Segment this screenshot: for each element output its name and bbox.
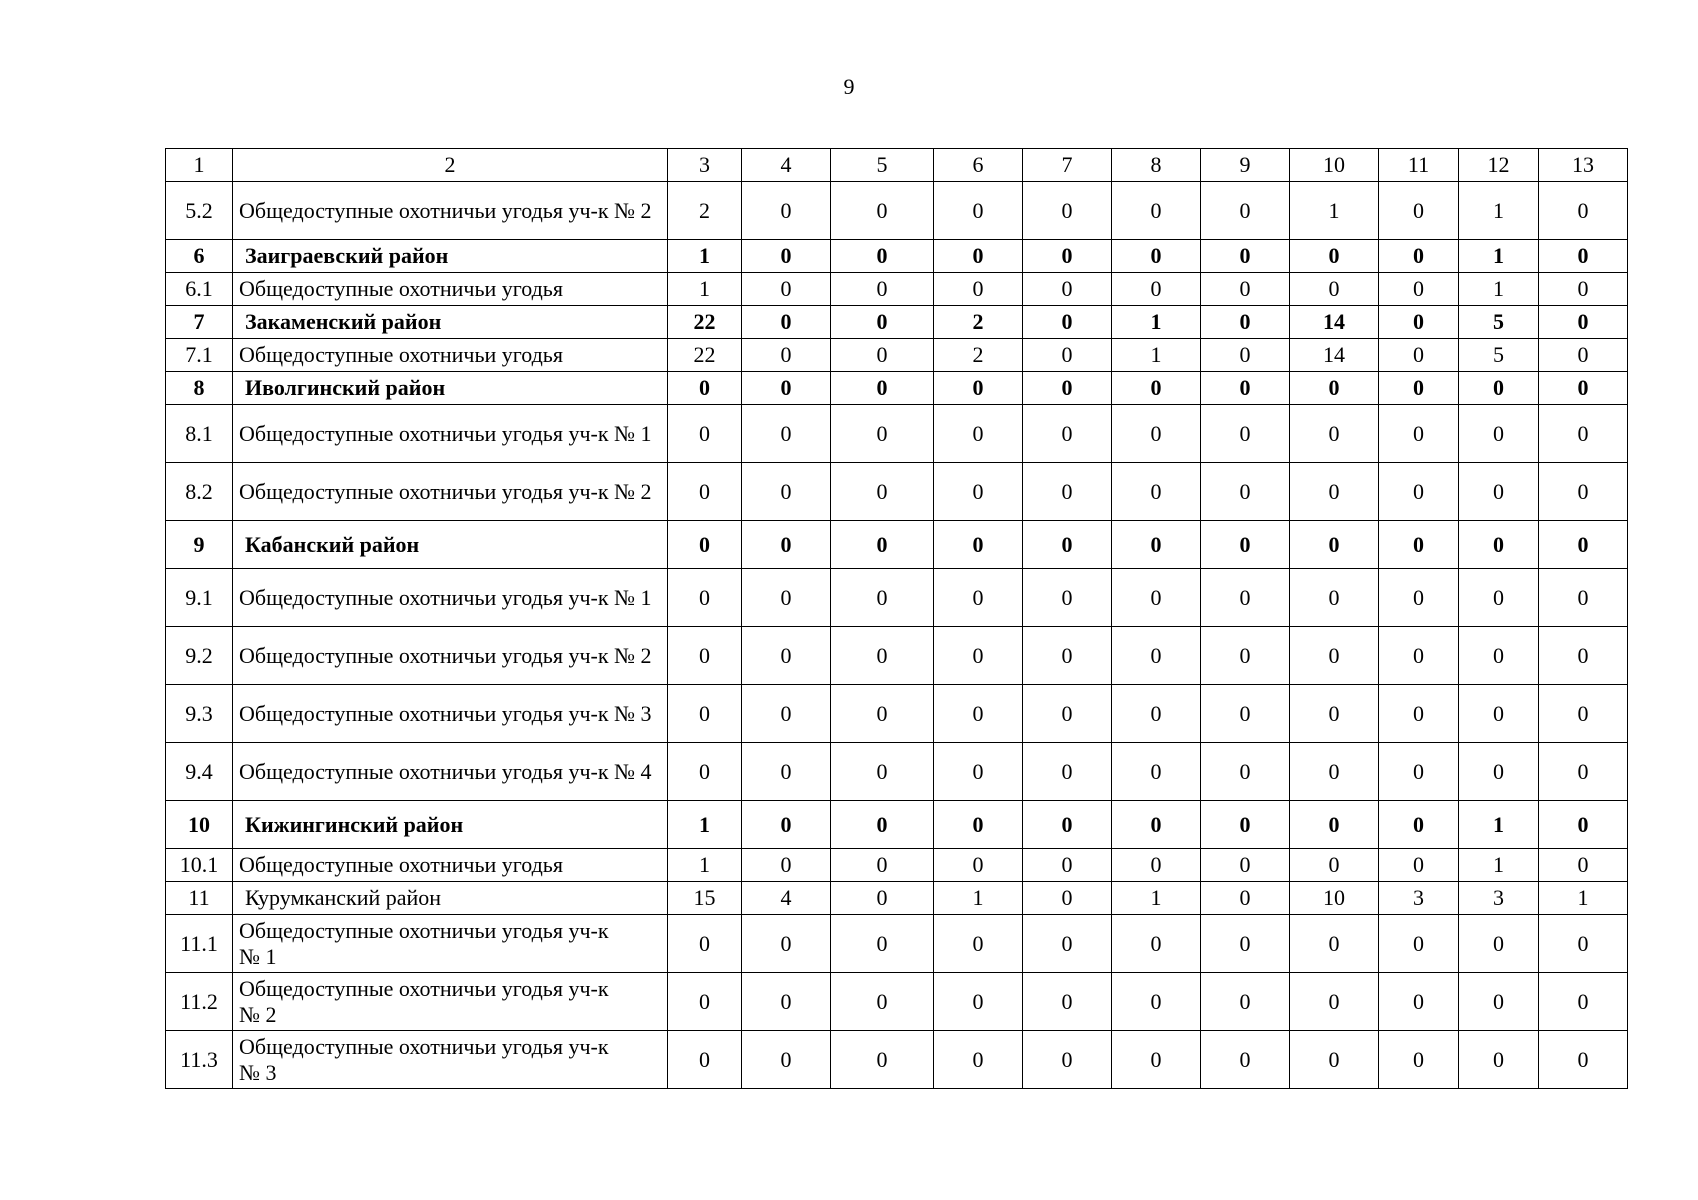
table-cell: 0 xyxy=(1290,569,1379,627)
table-cell: 1 xyxy=(668,240,742,273)
table-cell: 0 xyxy=(1539,627,1628,685)
row-number: 11 xyxy=(166,882,233,915)
table-cell: 0 xyxy=(668,521,742,569)
table-row xyxy=(166,405,1628,463)
table-cell: 0 xyxy=(831,627,934,685)
table-cell: 0 xyxy=(1459,463,1539,521)
row-number: 11.3 xyxy=(166,1031,233,1089)
table-cell: 0 xyxy=(934,240,1023,273)
column-header: 1 xyxy=(166,149,233,182)
page-number: 9 xyxy=(843,74,855,99)
table-cell: 0 xyxy=(1539,182,1628,240)
table-cell: 0 xyxy=(1112,1031,1201,1089)
table-cell: 0 xyxy=(1201,685,1290,743)
table-cell: 0 xyxy=(1201,463,1290,521)
district-row xyxy=(166,240,1628,273)
table-cell: 0 xyxy=(1112,743,1201,801)
table-cell: 0 xyxy=(831,743,934,801)
row-name: Общедоступные охотничьи угодья уч-к № 3 xyxy=(233,685,668,743)
row-name: Общедоступные охотничьи угодья уч-к № 1 xyxy=(233,405,668,463)
table-cell: 0 xyxy=(1539,569,1628,627)
table-cell: 1 xyxy=(1112,306,1201,339)
table-row xyxy=(166,339,1628,372)
table-cell: 0 xyxy=(1023,182,1112,240)
table-cell: 0 xyxy=(1023,801,1112,849)
row-name: Общедоступные охотничьи угодья уч-к № 1 xyxy=(233,915,668,973)
row-number: 8.2 xyxy=(166,463,233,521)
district-row xyxy=(166,521,1628,569)
table-cell: 0 xyxy=(1379,463,1459,521)
column-header: 6 xyxy=(934,149,1023,182)
table-cell: 0 xyxy=(1112,685,1201,743)
table-cell: 0 xyxy=(1539,405,1628,463)
table-cell: 0 xyxy=(1023,569,1112,627)
row-name: Общедоступные охотничьи угодья xyxy=(233,849,668,882)
table-cell: 0 xyxy=(831,273,934,306)
table-cell: 2 xyxy=(934,306,1023,339)
table-cell: 22 xyxy=(668,306,742,339)
table-cell: 0 xyxy=(742,627,831,685)
table-cell: 14 xyxy=(1290,339,1379,372)
row-number: 6.1 xyxy=(166,273,233,306)
column-header: 10 xyxy=(1290,149,1379,182)
table-cell: 0 xyxy=(1201,306,1290,339)
table-cell: 0 xyxy=(831,801,934,849)
table-cell: 0 xyxy=(1379,240,1459,273)
table-cell: 0 xyxy=(1023,405,1112,463)
table-cell: 0 xyxy=(1023,1031,1112,1089)
table-cell: 0 xyxy=(1290,463,1379,521)
table-cell: 0 xyxy=(934,685,1023,743)
table-cell: 0 xyxy=(1539,372,1628,405)
column-header: 8 xyxy=(1112,149,1201,182)
table-cell: 0 xyxy=(1112,240,1201,273)
table-cell: 0 xyxy=(742,801,831,849)
table-cell: 0 xyxy=(742,915,831,973)
table-cell: 0 xyxy=(1539,915,1628,973)
table-cell: 0 xyxy=(831,463,934,521)
row-number: 11.1 xyxy=(166,915,233,973)
column-header: 4 xyxy=(742,149,831,182)
table-cell: 0 xyxy=(668,685,742,743)
table-cell: 1 xyxy=(668,849,742,882)
table-cell: 0 xyxy=(1023,339,1112,372)
row-name: Кабанский район xyxy=(233,521,668,569)
table-cell: 0 xyxy=(668,569,742,627)
table-cell: 0 xyxy=(831,182,934,240)
table-header-row xyxy=(166,149,1628,182)
table-cell: 0 xyxy=(1201,743,1290,801)
table-cell: 0 xyxy=(934,521,1023,569)
table-cell: 0 xyxy=(831,521,934,569)
report-table xyxy=(165,148,1628,1089)
row-number: 10.1 xyxy=(166,849,233,882)
table-cell: 0 xyxy=(1023,273,1112,306)
table-cell: 0 xyxy=(668,405,742,463)
table-row xyxy=(166,182,1628,240)
table-cell: 0 xyxy=(1112,801,1201,849)
table-row xyxy=(166,743,1628,801)
table-cell: 0 xyxy=(1539,339,1628,372)
table-cell: 0 xyxy=(1201,1031,1290,1089)
table-cell: 0 xyxy=(1379,627,1459,685)
table-cell: 0 xyxy=(1290,849,1379,882)
table-cell: 0 xyxy=(742,182,831,240)
table-cell: 0 xyxy=(1112,915,1201,973)
table-cell: 0 xyxy=(1290,915,1379,973)
row-name: Общедоступные охотничьи угодья уч-к № 3 xyxy=(233,1031,668,1089)
table-cell: 0 xyxy=(1112,372,1201,405)
table-cell: 1 xyxy=(1539,882,1628,915)
table-cell: 0 xyxy=(742,372,831,405)
table-cell: 0 xyxy=(934,743,1023,801)
table-cell: 1 xyxy=(1459,273,1539,306)
table-cell: 0 xyxy=(1459,685,1539,743)
table-cell: 0 xyxy=(668,372,742,405)
table-cell: 0 xyxy=(1201,405,1290,463)
table-cell: 0 xyxy=(831,685,934,743)
table-cell: 0 xyxy=(831,915,934,973)
table-cell: 0 xyxy=(1459,521,1539,569)
table-cell: 0 xyxy=(1112,569,1201,627)
table-row xyxy=(166,627,1628,685)
row-name: Общедоступные охотничьи угодья уч-к № 2 xyxy=(233,627,668,685)
table-cell: 0 xyxy=(1379,521,1459,569)
table-cell: 0 xyxy=(1459,973,1539,1031)
column-header: 13 xyxy=(1539,149,1628,182)
row-name: Закаменский район xyxy=(233,306,668,339)
row-number: 9.3 xyxy=(166,685,233,743)
row-name: Кижингинский район xyxy=(233,801,668,849)
table-cell: 0 xyxy=(1023,743,1112,801)
table-row xyxy=(166,685,1628,743)
table-cell: 0 xyxy=(1112,627,1201,685)
table-cell: 0 xyxy=(742,240,831,273)
table-cell: 0 xyxy=(831,372,934,405)
table-cell: 0 xyxy=(1539,849,1628,882)
table-cell: 1 xyxy=(1112,882,1201,915)
table-cell: 0 xyxy=(1290,405,1379,463)
table-cell: 0 xyxy=(1539,743,1628,801)
table-cell: 0 xyxy=(742,1031,831,1089)
table-cell: 0 xyxy=(1539,521,1628,569)
table-cell: 0 xyxy=(831,849,934,882)
table-cell: 0 xyxy=(1539,463,1628,521)
table-cell: 0 xyxy=(934,849,1023,882)
table-cell: 0 xyxy=(934,1031,1023,1089)
table-cell: 0 xyxy=(668,973,742,1031)
table-cell: 0 xyxy=(1201,273,1290,306)
table-cell: 0 xyxy=(934,372,1023,405)
table-cell: 0 xyxy=(1539,685,1628,743)
table-cell: 0 xyxy=(742,521,831,569)
table-cell: 1 xyxy=(1112,339,1201,372)
table-cell: 1 xyxy=(1459,240,1539,273)
table-cell: 0 xyxy=(831,882,934,915)
table-cell: 0 xyxy=(742,743,831,801)
table-cell: 0 xyxy=(1112,273,1201,306)
table-cell: 0 xyxy=(831,339,934,372)
table-cell: 0 xyxy=(1290,240,1379,273)
table-cell: 0 xyxy=(934,801,1023,849)
row-number: 11.2 xyxy=(166,973,233,1031)
table-cell: 0 xyxy=(831,405,934,463)
table-cell: 0 xyxy=(934,463,1023,521)
district-row xyxy=(166,372,1628,405)
table-cell: 0 xyxy=(1112,463,1201,521)
row-name: Общедоступные охотничьи угодья xyxy=(233,273,668,306)
row-number: 7.1 xyxy=(166,339,233,372)
table-cell: 0 xyxy=(934,915,1023,973)
table-cell: 0 xyxy=(1023,849,1112,882)
table-cell: 0 xyxy=(1539,306,1628,339)
table-cell: 0 xyxy=(742,685,831,743)
table-cell: 0 xyxy=(742,306,831,339)
table-cell: 0 xyxy=(1201,182,1290,240)
table-cell: 0 xyxy=(1379,405,1459,463)
table-cell: 0 xyxy=(1201,915,1290,973)
table-cell: 0 xyxy=(742,849,831,882)
table-cell: 0 xyxy=(831,306,934,339)
table-cell: 0 xyxy=(1023,521,1112,569)
row-number: 10 xyxy=(166,801,233,849)
table-cell: 0 xyxy=(934,182,1023,240)
table-cell: 0 xyxy=(831,973,934,1031)
table-cell: 15 xyxy=(668,882,742,915)
table-cell: 1 xyxy=(668,273,742,306)
row-name: Иволгинский район xyxy=(233,372,668,405)
table-cell: 10 xyxy=(1290,882,1379,915)
table-cell: 0 xyxy=(1379,569,1459,627)
table-cell: 0 xyxy=(1539,973,1628,1031)
table-cell: 2 xyxy=(668,182,742,240)
table-cell: 0 xyxy=(1379,915,1459,973)
row-name: Общедоступные охотничьи угодья уч-к № 2 xyxy=(233,973,668,1031)
table-cell: 0 xyxy=(1201,521,1290,569)
row-number: 7 xyxy=(166,306,233,339)
table-cell: 0 xyxy=(668,743,742,801)
row-name: Общедоступные охотничьи угодья уч-к № 2 xyxy=(233,182,668,240)
table-cell: 0 xyxy=(1201,339,1290,372)
row-number: 5.2 xyxy=(166,182,233,240)
table-cell: 1 xyxy=(668,801,742,849)
table-cell: 0 xyxy=(1290,372,1379,405)
table-cell: 0 xyxy=(1539,240,1628,273)
table-cell: 0 xyxy=(1201,372,1290,405)
table-cell: 0 xyxy=(831,569,934,627)
row-name: Курумканский район xyxy=(233,882,668,915)
table-cell: 0 xyxy=(1023,915,1112,973)
table-row xyxy=(166,849,1628,882)
table-cell: 0 xyxy=(1112,521,1201,569)
table-cell: 0 xyxy=(742,339,831,372)
table-cell: 0 xyxy=(668,1031,742,1089)
table-cell: 0 xyxy=(742,973,831,1031)
table-cell: 0 xyxy=(1539,801,1628,849)
table-cell: 0 xyxy=(1023,627,1112,685)
table-cell: 0 xyxy=(934,569,1023,627)
table-cell: 0 xyxy=(1379,306,1459,339)
table-cell: 0 xyxy=(742,273,831,306)
table-cell: 0 xyxy=(1290,801,1379,849)
table-cell: 3 xyxy=(1379,882,1459,915)
district-row xyxy=(166,306,1628,339)
table-row xyxy=(166,273,1628,306)
table-cell: 0 xyxy=(1290,743,1379,801)
table-cell: 0 xyxy=(1459,743,1539,801)
table-cell: 0 xyxy=(1379,685,1459,743)
table-cell: 0 xyxy=(1023,882,1112,915)
table-cell: 0 xyxy=(1023,463,1112,521)
column-header: 2 xyxy=(233,149,668,182)
table-cell: 0 xyxy=(1201,973,1290,1031)
table-cell: 1 xyxy=(1290,182,1379,240)
table-row xyxy=(166,1031,1628,1089)
column-header: 3 xyxy=(668,149,742,182)
table-cell: 0 xyxy=(1379,1031,1459,1089)
table-cell: 1 xyxy=(1459,182,1539,240)
row-number: 9.1 xyxy=(166,569,233,627)
table-cell: 0 xyxy=(1201,627,1290,685)
table-cell: 0 xyxy=(1290,685,1379,743)
row-name: Общедоступные охотничьи угодья уч-к № 4 xyxy=(233,743,668,801)
table-cell: 0 xyxy=(668,627,742,685)
table-cell: 0 xyxy=(1459,1031,1539,1089)
row-name: Общедоступные охотничьи угодья xyxy=(233,339,668,372)
table-cell: 0 xyxy=(1023,372,1112,405)
table-cell: 1 xyxy=(1459,801,1539,849)
table-cell: 22 xyxy=(668,339,742,372)
table-cell: 1 xyxy=(934,882,1023,915)
table-cell: 3 xyxy=(1459,882,1539,915)
table-row xyxy=(166,973,1628,1031)
table-cell: 0 xyxy=(1539,1031,1628,1089)
table-cell: 0 xyxy=(742,463,831,521)
row-number: 9.4 xyxy=(166,743,233,801)
row-name: Общедоступные охотничьи угодья уч-к № 1 xyxy=(233,569,668,627)
table-cell: 0 xyxy=(1459,405,1539,463)
table-cell: 0 xyxy=(1379,182,1459,240)
table-cell: 0 xyxy=(668,915,742,973)
table-cell: 0 xyxy=(1379,801,1459,849)
row-number: 6 xyxy=(166,240,233,273)
table-cell: 0 xyxy=(1459,915,1539,973)
row-number: 9 xyxy=(166,521,233,569)
table-cell: 0 xyxy=(831,240,934,273)
row-name: Общедоступные охотничьи угодья уч-к № 2 xyxy=(233,463,668,521)
table-cell: 0 xyxy=(1201,801,1290,849)
table-cell: 0 xyxy=(1112,849,1201,882)
table-cell: 0 xyxy=(1290,1031,1379,1089)
table-cell: 0 xyxy=(1379,743,1459,801)
table-cell: 0 xyxy=(1201,569,1290,627)
table-cell: 0 xyxy=(1023,973,1112,1031)
table-cell: 0 xyxy=(1379,973,1459,1031)
row-name: Заиграевский район xyxy=(233,240,668,273)
table-cell: 4 xyxy=(742,882,831,915)
table-cell: 0 xyxy=(1023,240,1112,273)
table-cell: 0 xyxy=(1539,273,1628,306)
table-row xyxy=(166,463,1628,521)
table-cell: 0 xyxy=(1459,627,1539,685)
column-header: 12 xyxy=(1459,149,1539,182)
table-cell: 0 xyxy=(934,273,1023,306)
table-cell: 0 xyxy=(742,569,831,627)
district-row xyxy=(166,882,1628,915)
table-cell: 0 xyxy=(1112,405,1201,463)
table-cell: 0 xyxy=(1023,306,1112,339)
table-cell: 0 xyxy=(1290,273,1379,306)
table-cell: 0 xyxy=(1290,627,1379,685)
table-cell: 5 xyxy=(1459,306,1539,339)
table-cell: 0 xyxy=(1201,882,1290,915)
table-row xyxy=(166,569,1628,627)
table-cell: 0 xyxy=(934,627,1023,685)
table-cell: 0 xyxy=(1201,849,1290,882)
district-row xyxy=(166,801,1628,849)
table-cell: 0 xyxy=(1112,182,1201,240)
table-cell: 0 xyxy=(1379,339,1459,372)
column-header: 5 xyxy=(831,149,934,182)
table-cell: 0 xyxy=(1459,372,1539,405)
table-cell: 0 xyxy=(742,405,831,463)
row-number: 9.2 xyxy=(166,627,233,685)
column-header: 7 xyxy=(1023,149,1112,182)
table-cell: 0 xyxy=(1201,240,1290,273)
table-cell: 5 xyxy=(1459,339,1539,372)
column-header: 9 xyxy=(1201,149,1290,182)
table-row xyxy=(166,915,1628,973)
table-cell: 0 xyxy=(831,1031,934,1089)
table-cell: 0 xyxy=(1290,973,1379,1031)
table-cell: 0 xyxy=(668,463,742,521)
column-header: 11 xyxy=(1379,149,1459,182)
table-cell: 0 xyxy=(1379,273,1459,306)
table-cell: 0 xyxy=(934,405,1023,463)
row-number: 8 xyxy=(166,372,233,405)
table-cell: 0 xyxy=(1290,521,1379,569)
table-cell: 0 xyxy=(934,973,1023,1031)
table-cell: 0 xyxy=(1112,973,1201,1031)
row-number: 8.1 xyxy=(166,405,233,463)
table-cell: 14 xyxy=(1290,306,1379,339)
table-cell: 2 xyxy=(934,339,1023,372)
table-cell: 0 xyxy=(1379,849,1459,882)
table-cell: 0 xyxy=(1023,685,1112,743)
table-cell: 0 xyxy=(1379,372,1459,405)
table-cell: 0 xyxy=(1459,569,1539,627)
table-cell: 1 xyxy=(1459,849,1539,882)
